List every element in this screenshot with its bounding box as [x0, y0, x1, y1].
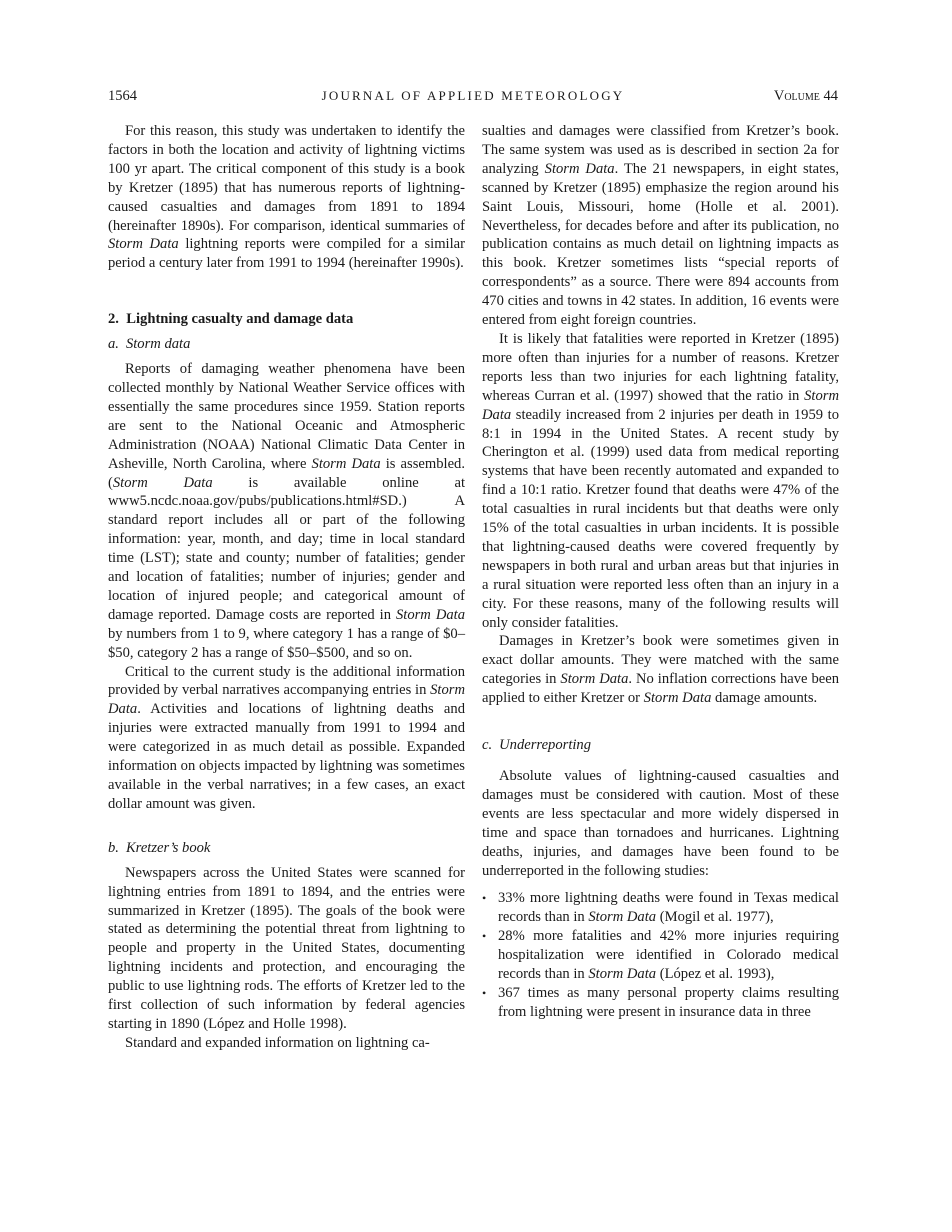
running-header — [108, 88, 838, 108]
intro-paragraph: For this reason, this study was undertaken to identify the factors in both the location and activity of lightning victims 100 yr apart. The critical component of this study is a book by Kretzer (1895) that has numerous reports of lightning-caused casualties and damages from 1891 to 1894 (hereinafter 1890s). For comparison, identical summaries of Storm Data lightning reports were compiled for a similar period a century later from 1991 to 1994 (hereinafter 1990s). — [108, 123, 466, 272]
paragraph-storm-data-1: Reports of damaging weather phenomena have been collected monthly by National Weather Service offices with essentially the same procedures since 1959. Station reports are sent to the National Oceanic and Atmospheric Administration (NOAA) National Climatic Data Center in Asheville, North Carolina, where Storm Data is assembled. (Storm Data is available online at www5.ncdc.noaa.gov/pubs/publications.html#SD.) A standard report includes all or part of the following information: year, month, and day; time in local standard time (LST); state and county; number of fatalities; gender and location of fatalities; number of injuries; gender and location of injured people; and categorical amount of damage reported. Damage costs are reported in Storm Data by numbers from 1 to 9, where category 1 has a range of $0–$50, category 2 has a range of $50–$500, and so on. — [108, 361, 466, 661]
volume-label: Volume 44 — [773, 88, 838, 104]
paragraph-kretzer-2-continued: sualties and damages were classified from Kretzer’s book. The same system was used as is described in section 2a for analyzing Storm Data. The 21 newspapers, in eight states, scanned by Kretzer (1895) emphasize the region around his Saint Louis, Missouri, home (Holle et al. 2001). Nevertheless, for decades before and after its publication, no publication contains as much detail on lightning impacts as this book. Kretzer sometimes lists “special reports of correspondents” as a source. There were 894 accounts from 470 cities and towns in 42 states. In addition, 16 events were entered from eight foreign countries. — [482, 123, 840, 329]
paragraph-kretzer-4: Damages in Kretzer’s book were sometimes given in exact dollar amounts. They were matched with the same categories in Storm Data. No inflation corrections have been applied to either Kretzer or Storm Data damage amounts. — [482, 633, 839, 707]
subsection-heading-c: c. Underreporting — [482, 737, 592, 754]
right-column — [482, 122, 839, 1022]
paragraph-kretzer-2-start: Standard and expanded information on lightning ca- — [125, 1034, 430, 1051]
section-heading: 2. Lightning casualty and damage data — [108, 311, 354, 328]
left-column — [108, 122, 465, 1053]
list-item: • 33% more lightning deaths were found in Texas medical records than in Storm Data (Mogil et al. 1977), — [482, 889, 839, 927]
list-item: • 28% more fatalities and 42% more injuries requiring hospitalization were identified in Colorado medical records than in Storm Data (López et al. 1993), — [482, 927, 839, 984]
list-item: • 367 times as many personal property claims resulting from lightning were present in insurance data in three — [482, 984, 839, 1022]
paragraph-storm-data-2: Critical to the current study is the additional information provided by verbal narratives accompanying entries in Storm Data. Activities and locations of lightning deaths and injuries were extracted manually from 1991 to 1994 and were categorized in as much detail as possible. Expanded information on objects impacted by lightning was sometimes available in the verbal narratives; in a few cases, an exact dollar amount was given. — [108, 663, 465, 812]
page-number: 1564 — [108, 88, 137, 104]
paragraph-underreporting: Absolute values of lightning-caused casualties and damages must be considered with caution. Most of these events are less spectacular and more widely dispersed in time and space than tornadoes and hurricanes. Lightning deaths, injuries, and damages have been found to be underreported in the following studies: — [482, 768, 839, 879]
underreporting-list — [482, 889, 839, 1021]
subsection-heading-a: a. Storm data — [108, 336, 191, 353]
paragraph-kretzer-3: It is likely that fatalities were reported in Kretzer (1895) more often than injuries for a number of reasons. Kretzer reports less than two injuries for each lightning fatality, whereas Curran et al. (1997) showed that the ratio in Storm Data steadily increased from 2 injuries per death in 1959 to 8:1 in 1994 in the United States. A recent study by Cherington et al. (1999) used data from medical reporting systems that have been recently automated and expanded to find a 10:1 ratio. Kretzer found that deaths were 47% of the total casualties in rural incidents but that deaths were only 15% of the total casualties in urban incidents. It is possible that lightning-caused deaths were covered frequently by newspapers in both rural and urban areas but that injuries in a rural situation were reported less often than an injury in a city. For these reasons, many of the following results will only consider fatalities. — [482, 330, 839, 631]
journal-title: JOURNAL OF APPLIED METEOROLOGY — [321, 88, 625, 103]
subsection-heading-b: b. Kretzer’s book — [108, 839, 211, 856]
paragraph-kretzer-1: Newspapers across the United States were scanned for lightning entries from 1891 to 1894, and the entries were summarized in Kretzer (1895). The goals of the book were stated as determining the potential threat from lightning to people and property in the United States, documenting lightning incidents and protection, and encouraging the public to use lightning rods. The efforts of Kretzer led to the first collection of such information by federal agencies starting in 1890 (López and Holle 1998). — [108, 864, 465, 1032]
